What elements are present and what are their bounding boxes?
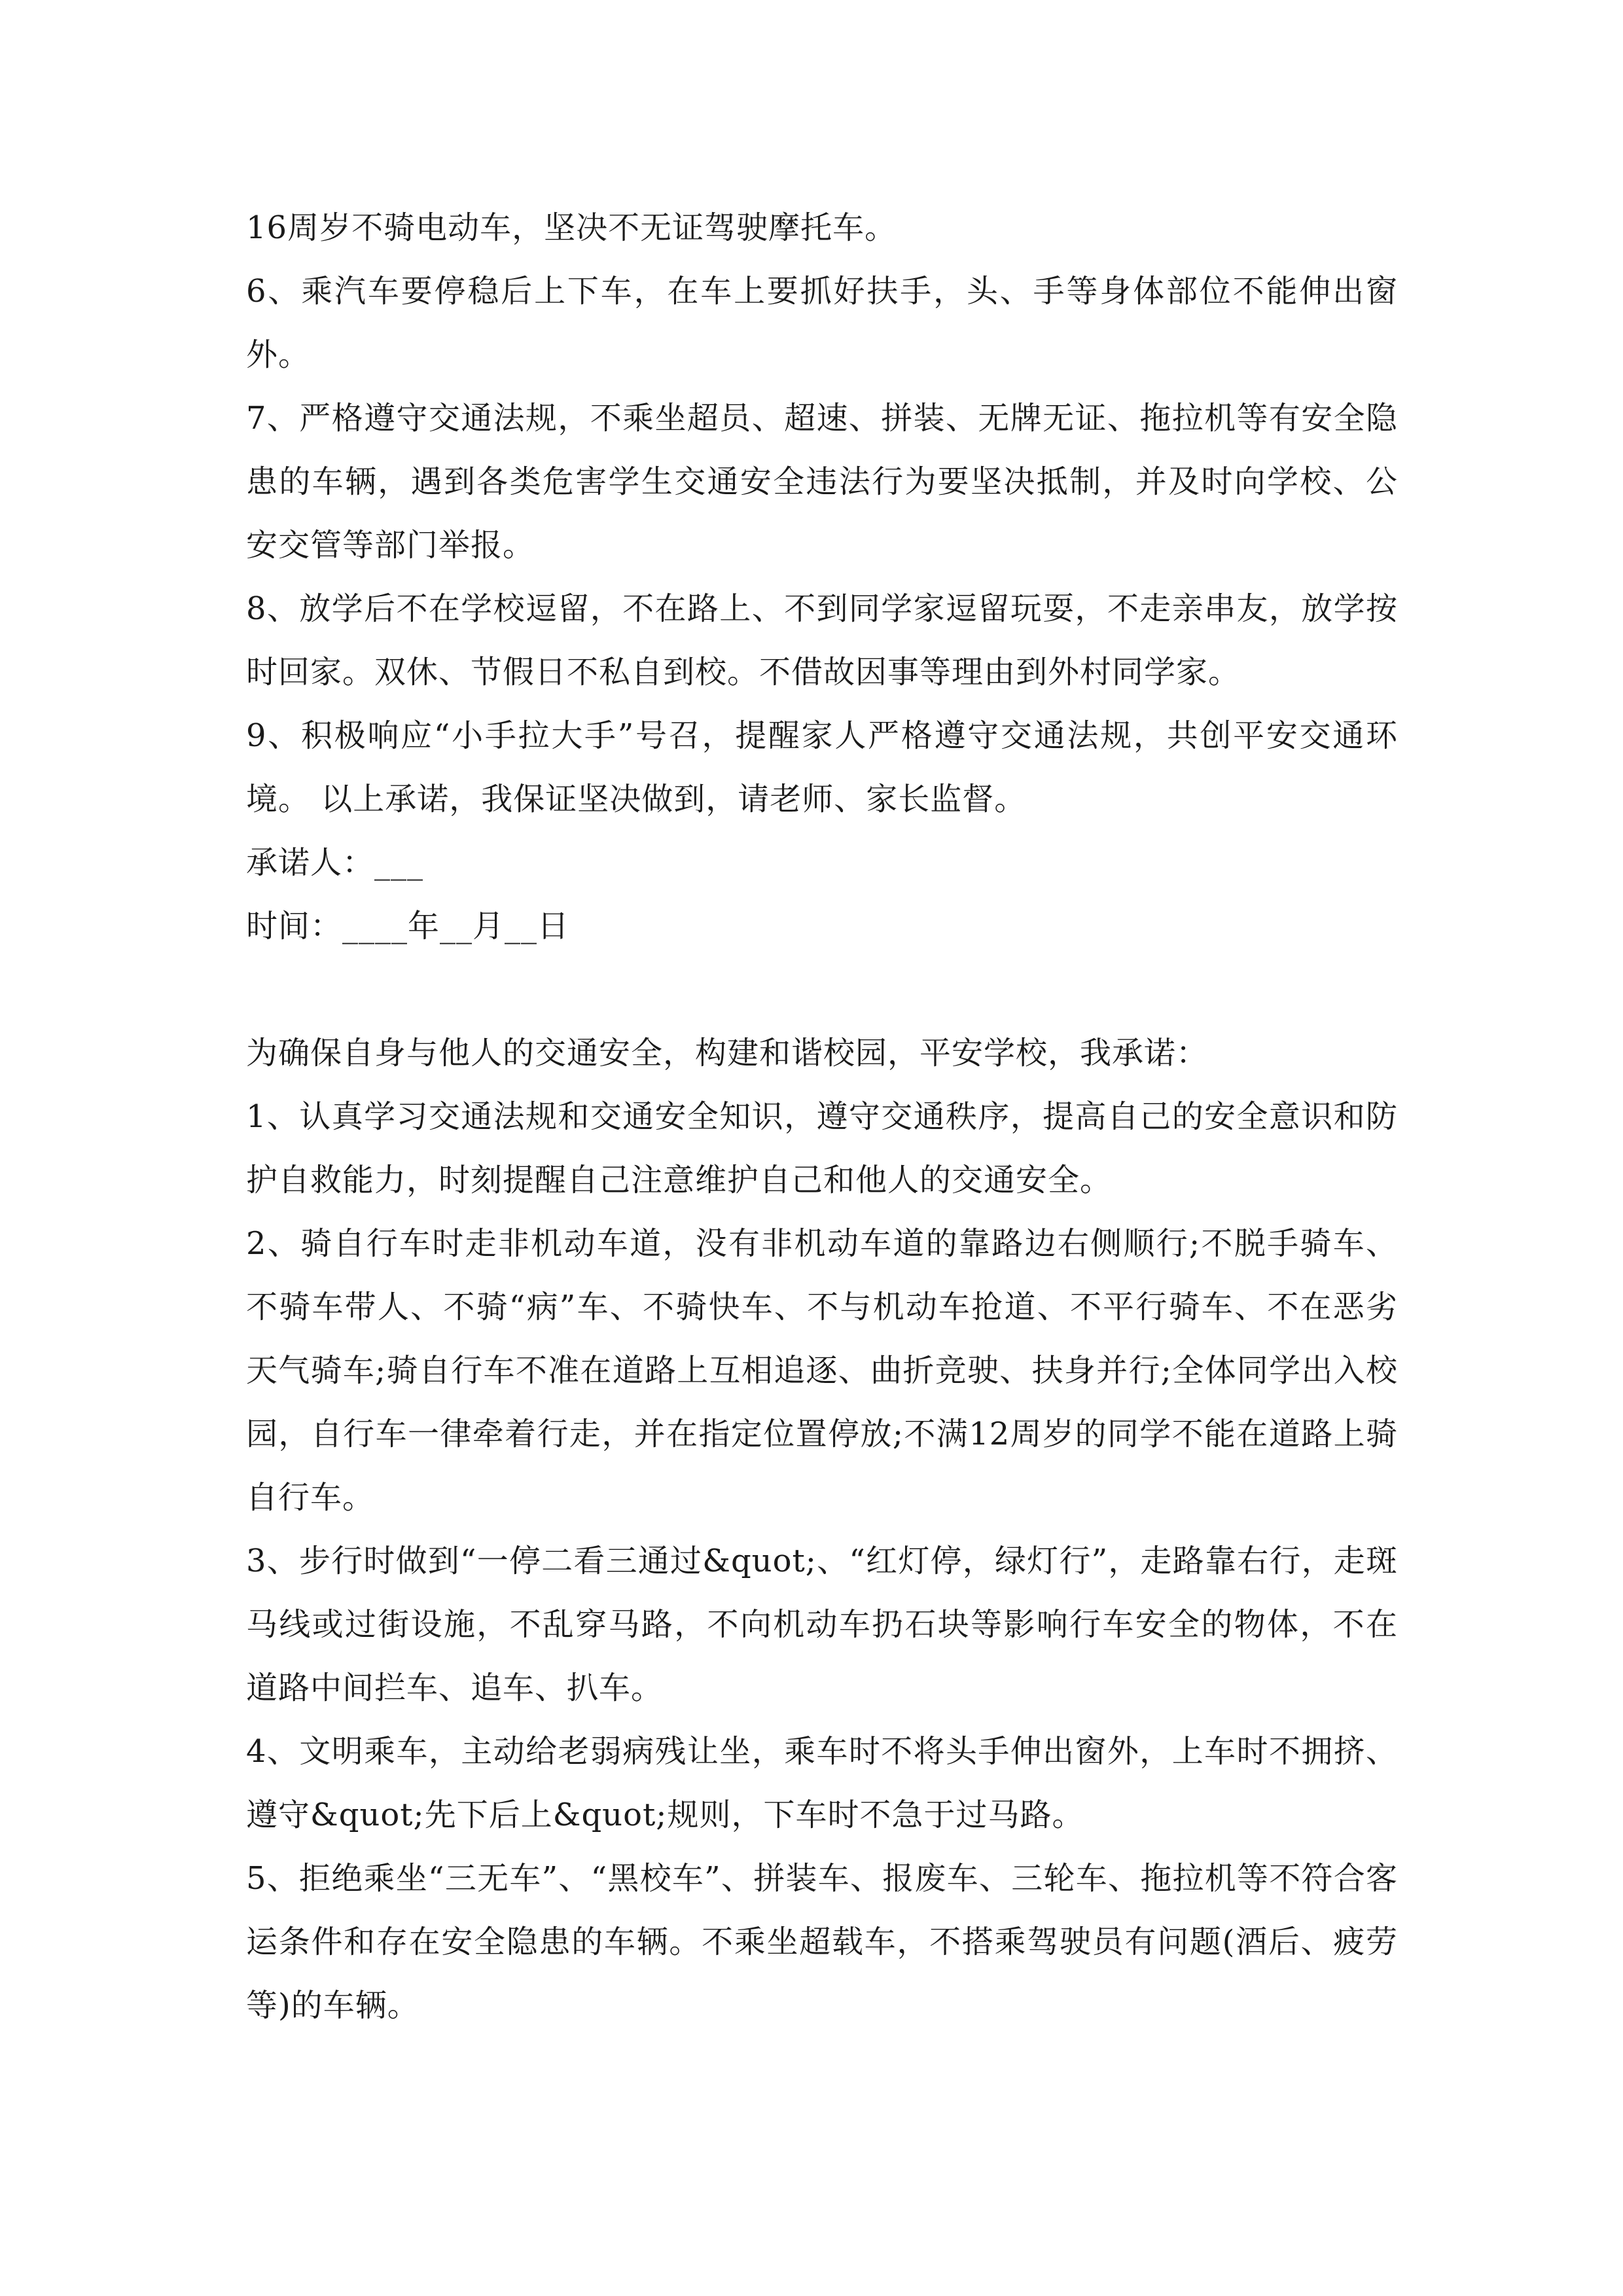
section-gap (246, 958, 1398, 1022)
pledge-item-4: 4、文明乘车，主动给老弱病残让坐，乘车时不将头手伸出窗外，上车时不拥挤、遵守&quot;先下后上&quot;规则，下车时不急于过马路。 (246, 1733, 1398, 1833)
paragraph-rule-8: 8、放学后不在学校逗留，不在路上、不到同学家逗留玩耍，不走亲串友，放学按时回家。双休、节假日不私自到校。不借故因事等理由到外村同学家。 (246, 590, 1398, 691)
promisor-line: 承诺人：___ (246, 844, 424, 881)
document-body (246, 196, 1398, 2037)
date-line: 时间：____年__月__日 (246, 908, 570, 944)
pledge-intro: 为确保自身与他人的交通安全，构建和谐校园，平安学校，我承诺： (246, 1035, 1209, 1071)
pledge-item-5: 5、拒绝乘坐“三无车”、“黑校车”、拼装车、报废车、三轮车、拖拉机等不符合客运条件和存在安全隐患的车辆。不乘坐超载车，不搭乘驾驶员有问题(酒后、疲劳等)的车辆。 (246, 1860, 1398, 2024)
paragraph-rule-7: 7、严格遵守交通法规，不乘坐超员、超速、拼装、无牌无证、拖拉机等有安全隐患的车辆，遇到各类危害学生交通安全违法行为要坚决抵制，并及时向学校、公安交管等部门举报。 (246, 400, 1398, 564)
paragraph-rule-6: 6、乘汽车要停稳后上下车，在车上要抓好扶手，头、手等身体部位不能伸出窗外。 (246, 273, 1398, 373)
pledge-item-3: 3、步行时做到“一停二看三通过&quot;、“红灯停，绿灯行”，走路靠右行，走斑马线或过街设施，不乱穿马路，不向机动车扔石块等影响行车安全的物体，不在道路中间拦车、追车、扒车。 (246, 1543, 1398, 1706)
pledge-item-1: 1、认真学习交通法规和交通安全知识，遵守交通秩序，提高自己的安全意识和防护自救能力，时刻提醒自己注意维护自己和他人的交通安全。 (246, 1098, 1398, 1198)
paragraph-age-rule: 16周岁不骑电动车，坚决不无证驾驶摩托车。 (246, 209, 897, 246)
pledge-item-2: 2、骑自行车时走非机动车道，没有非机动车道的靠路边右侧顺行;不脱手骑车、不骑车带人、不骑“病”车、不骑快车、不与机动车抢道、不平行骑车、不在恶劣天气骑车;骑自行车不准在道路上互相追逐、曲折竞驶、扶身并行;全体同学出入校园，自行车一律牵着行走，并在指定位置停放;不满12周岁的同学不能在道路上骑自行车。 (246, 1225, 1398, 1516)
paragraph-rule-9: 9、积极响应“小手拉大手”号召，提醒家人严格遵守交通法规，共创平安交通环境。 以上承诺，我保证坚决做到，请老师、家长监督。 (246, 717, 1398, 817)
